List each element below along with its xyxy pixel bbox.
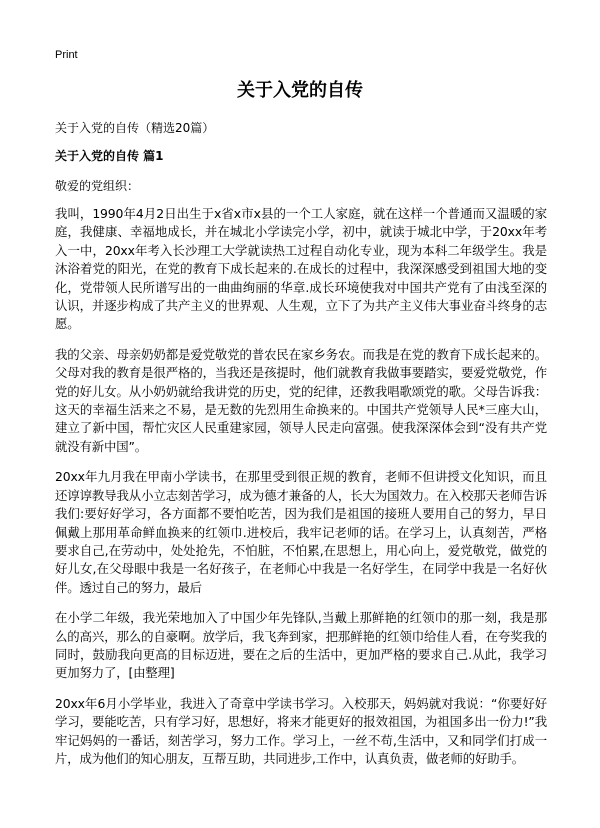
section-heading: 关于入党的自传 篇1 [55,149,164,163]
paragraph-4: 在小学二年级，我光荣地加入了中国少年先锋队,当戴上那鲜艳的红领巾的那一刻，我是那么的高兴，那么的自豪啊。放学后，我飞奔到家，把那鲜艳的红领巾给佳人看，在夸奖我的同时，鼓励我向更高的目标迈进，要在之后的生活中，更加严格的要求自己.从此，我学习更加努力了，[由整理] [55,610,547,681]
document-body [55,118,547,780]
paragraph-5: 20xx年6月小学毕业，我进入了奇章中学读书学习。入校那天，妈妈就对我说：“你要好好学习，要能吃苦，只有学习好，思想好，将来才能更好的报效祖国，为祖国多出一份力!”我牢记妈妈的一番话，刻苦学习，努力工作。学习上，一丝不苟,生活中，又和同学们打成一片，成为他们的知心朋友，互帮互助，共同进步,工作中，认真负责，做老师的好助手。 [55,695,547,766]
paragraph-1: 我叫，1990年4月2日出生于x省x市x县的一个工人家庭，就在这样一个普通而又温暖的家庭，我健康、幸福地成长，并在城北小学读完小学，初中，就读于城北中学，于20xx年考入一中，20xx年考入长沙理工大学就读热工过程自动化专业，现为本科二年级学生。我是沐浴着党的阳光，在党的教育下成长起来的.在成长的过程中，我深深感受到祖国大地的变化，党带领人民所谱写出的一曲曲绚丽的华章.成长环境使我对中国共产党有了由浅至深的认识，并逐步构成了共产主义的世界观、人生观，立下了为共产主义伟大事业奋斗终身的志愿。 [55,206,547,332]
paragraph-3: 20xx年九月我在甲南小学读书，在那里受到很正规的教育，老师不但讲授文化知识，而且还谆谆教导我从小立志刻苦学习，成为德才兼备的人，长大为国效力。在入校那天老师告诉我们:要好好学习，各方面都不要怕吃苦，因为我们是祖国的接班人要用自己的努力，早日佩戴上那用革命鲜血换来的红领巾.进校后，我牢记老师的话。在学习上，认真刻苦，严格要求自己,在劳动中，处处抢先，不怕脏，不怕累,在思想上，用心向上，爱党敬党，做党的好儿女,在父母眼中我是一名好孩子，在老师心中我是一名好学生，在同学中我是一名好伙伴。透过自己的努力，最后 [55,469,547,595]
document-subtitle: 关于入党的自传（精选20篇） [55,121,215,135]
print-label: Print [55,49,78,61]
document-title: 关于入党的自传 [237,80,363,101]
salutation: 敬爱的党组织： [55,179,140,193]
paragraph-2: 我的父亲、母亲奶奶都是爱党敬党的普农民在家乡务农。而我是在党的教育下成长起来的。父母对我的教育是很严格的，当我还是孩提时，他们就教育我做事要踏实，要爱党敬党，作党的好儿女。从小奶奶就给我讲党的历史，党的纪律，还教我唱歌颂党的歌。父母告诉我：这天的幸福生活来之不易，是无数的先烈用生命换来的。中国共产党领导人民*三座大山，建立了新中国，帮忙灾区人民重建家园，领导人民走向富强。使我深深体会到“没有共产党就没有新中国”。 [55,346,547,454]
